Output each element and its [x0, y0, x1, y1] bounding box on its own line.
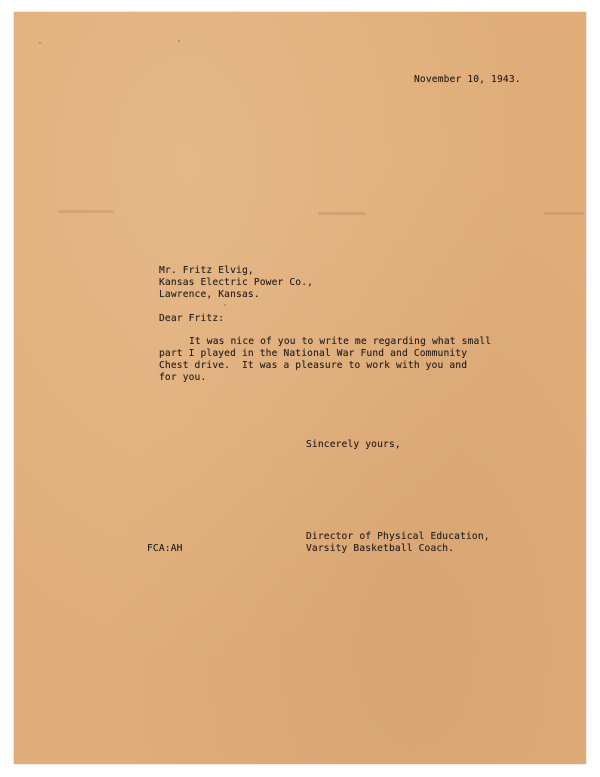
body-line-2: part I played in the National War Fund and Community	[159, 348, 468, 359]
paper-speck	[224, 304, 226, 306]
reference-initials: FCA:AH	[147, 543, 183, 554]
paper-speck	[39, 42, 41, 44]
fold-mark-left	[58, 210, 114, 213]
body-line-4: for you.	[159, 372, 207, 383]
letter-sheet	[14, 12, 586, 764]
fold-mark-center	[318, 212, 366, 215]
paper-speck	[178, 40, 180, 42]
salutation: Dear Fritz:	[159, 313, 225, 324]
body-line-1: It was nice of you to write me regarding what small	[189, 336, 492, 347]
fold-mark-right	[544, 212, 584, 215]
recipient-city: Lawrence, Kansas.	[159, 289, 260, 300]
body-line-3: Chest drive. It was a pleasure to work with you and	[159, 360, 468, 371]
letter-date: November 10, 1943.	[414, 74, 521, 85]
recipient-name: Mr. Fritz Elvig,	[159, 265, 254, 276]
closing: Sincerely yours,	[306, 439, 401, 450]
signature-title-1: Director of Physical Education,	[306, 531, 490, 542]
recipient-company: Kansas Electric Power Co.,	[159, 277, 314, 288]
signature-title-2: Varsity Basketball Coach.	[306, 543, 455, 554]
